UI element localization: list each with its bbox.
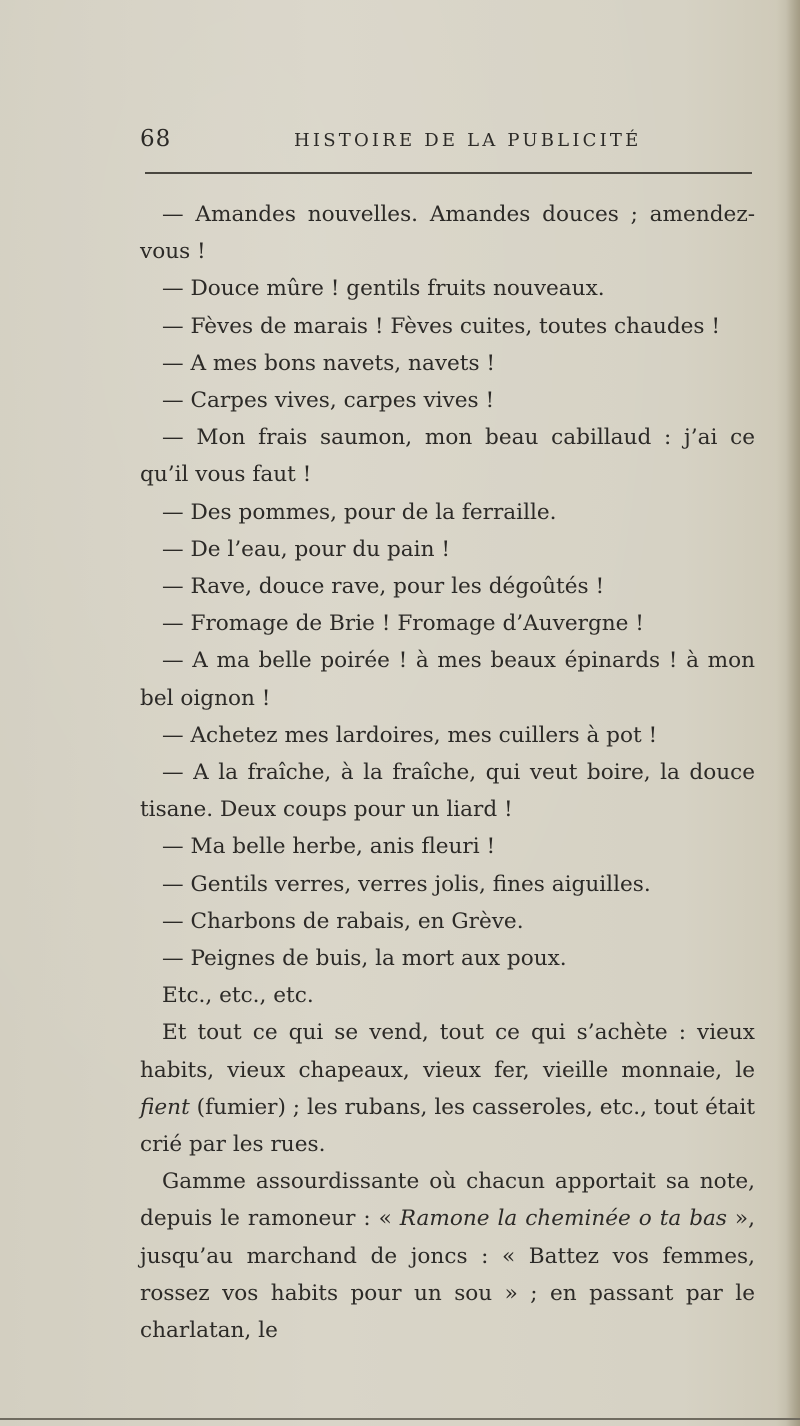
paragraph: — Peignes de buis, la mort aux poux. — [162, 946, 567, 972]
page-number: 68 — [140, 126, 172, 152]
paragraph: — Fromage de Brie ! Fromage d’Auvergne ! — [162, 611, 644, 637]
paragraph: — Carpes vives, carpes vives ! — [162, 388, 495, 414]
paragraph: — Des pommes, pour de la ferraille. — [162, 499, 557, 525]
scan-bottom-edge — [0, 1418, 800, 1420]
page-header — [140, 126, 752, 166]
paragraph: — A ma belle poirée ! à mes beaux épinards ! à mon bel oignon ! — [140, 648, 755, 711]
paragraph: — Achetez mes lardoires, mes cuillers à pot ! — [162, 722, 658, 748]
paragraph: — Douce mûre ! gentils fruits nouveaux. — [162, 276, 605, 302]
text-run: Et tout ce qui se vend, tout ce qui s’achète : vieux habits, vieux chapeaux, vieux fer, vieille monnaie, le — [140, 1020, 755, 1083]
paragraph-fient — [140, 1014, 755, 1163]
paragraph: — Charbons de rabais, en Grève. — [162, 908, 524, 934]
page-edge-shadow — [786, 0, 800, 1426]
text-run: », jusqu’au marchand de joncs : « Battez vos femmes, rossez vos habits pour un sou » ; en passant par le charlatan, le — [140, 1206, 755, 1344]
paragraph: — De l’eau, pour du pain ! — [162, 536, 451, 562]
paragraph: — Amandes nouvelles. Amandes douces ; amendez-vous ! — [140, 202, 755, 265]
body-text — [140, 196, 755, 1349]
paragraph: — Rave, douce rave, pour les dégoûtés ! — [162, 574, 605, 600]
paragraph: — A la fraîche, à la fraîche, qui veut boire, la douce tisane. Deux coups pour un liard ! — [140, 760, 755, 823]
paragraph-gamme — [140, 1163, 755, 1349]
paragraph: — Gentils verres, verres jolis, fines aiguilles. — [162, 871, 651, 897]
paragraph: — Ma belle herbe, anis fleuri ! — [162, 834, 496, 860]
text-run: Gamme assourdissante où chacun apportait sa note, depuis le ramoneur : « — [140, 1169, 755, 1232]
paragraph: Etc., etc., etc. — [162, 983, 314, 1009]
text-run: (fumier) ; les rubans, les casseroles, etc., tout était crié par les rues. — [140, 1094, 755, 1158]
italic-quote: Ramone la cheminée o ta bas — [399, 1206, 727, 1232]
paragraph: — Fèves de marais ! Fèves cuites, toutes chaudes ! — [162, 313, 721, 339]
italic-word: fient — [140, 1094, 190, 1120]
header-rule — [145, 172, 752, 174]
paragraph: — Mon frais saumon, mon beau cabillaud : j’ai ce qu’il vous faut ! — [140, 425, 755, 488]
running-title: HISTOIRE DE LA PUBLICITÉ — [294, 130, 642, 151]
paragraph: — A mes bons navets, navets ! — [162, 350, 496, 376]
